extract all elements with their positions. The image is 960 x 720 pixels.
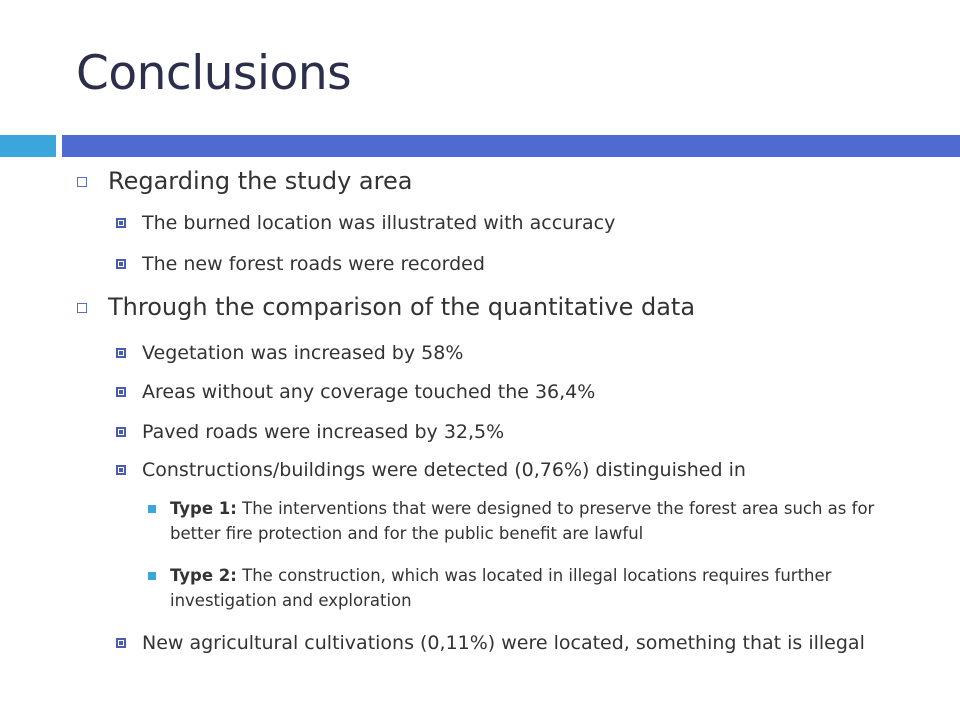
- filled-square-bullet-icon: [148, 505, 156, 513]
- list-item: [142, 251, 485, 277]
- square-bullet-icon: [116, 427, 126, 437]
- type-label: Type 2:: [170, 566, 237, 585]
- list-item-text: Vegetation was increased by 58%: [142, 342, 464, 364]
- slide-title: Conclusions: [76, 46, 352, 101]
- list-item-text: The new forest roads were recorded: [142, 253, 485, 275]
- list-item: [142, 627, 902, 659]
- list-item: [142, 457, 746, 483]
- square-bullet-icon: [116, 259, 126, 269]
- list-item-text: Constructions/buildings were detected (0,76%) distinguished in: [142, 459, 746, 481]
- sub-list-item-type-1: [170, 496, 890, 546]
- square-bullet-icon: [116, 348, 126, 358]
- type-text: The construction, which was located in illegal locations requires further investigation and exploration: [170, 566, 832, 610]
- square-bullet-icon: [116, 218, 126, 228]
- section-heading-quantitative: [108, 293, 695, 321]
- list-item-text: New agricultural cultivations (0,11%) were located, something that is illegal: [142, 632, 865, 654]
- hollow-square-bullet-icon: [77, 177, 87, 187]
- list-item-text: Paved roads were increased by 32,5%: [142, 421, 505, 443]
- list-item-text: The burned location was illustrated with accuracy: [142, 212, 616, 234]
- list-item: [142, 419, 504, 445]
- square-bullet-icon: [116, 465, 126, 475]
- filled-square-bullet-icon: [148, 572, 156, 580]
- type-text: The interventions that were designed to preserve the forest area such as for better fire protection and for the public benefit are lawful: [170, 499, 875, 543]
- square-bullet-icon: [116, 638, 126, 648]
- sub-list-item-type-2: [170, 563, 890, 613]
- section-heading-text: Regarding the study area: [108, 167, 413, 195]
- hollow-square-bullet-icon: [77, 303, 87, 313]
- list-item-text: Areas without any coverage touched the 36,4%: [142, 381, 596, 403]
- type-label: Type 1:: [170, 499, 237, 518]
- list-item: [142, 340, 463, 366]
- section-heading-study-area: [108, 167, 412, 195]
- list-item: [142, 379, 595, 405]
- list-item: [142, 210, 615, 236]
- square-bullet-icon: [116, 387, 126, 397]
- section-heading-text: Through the comparison of the quantitative data: [108, 293, 696, 321]
